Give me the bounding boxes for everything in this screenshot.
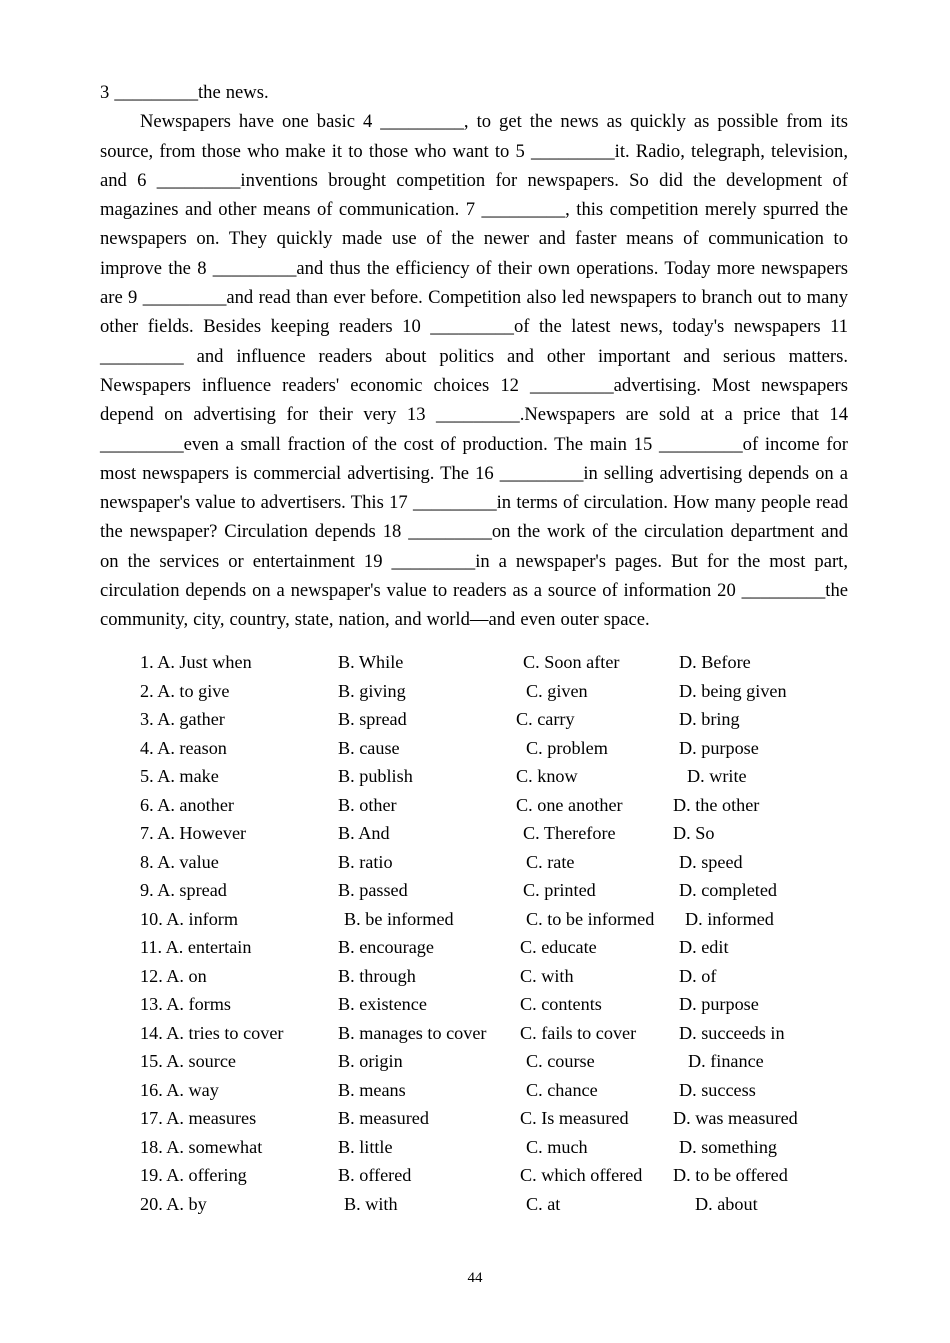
question-number: 3. <box>140 709 154 729</box>
question-number: 8. <box>140 851 154 872</box>
option-a-label: A. value <box>157 851 219 872</box>
option-a-label: A. forms <box>166 994 231 1014</box>
option-c[interactable]: C. Is measured <box>520 1108 629 1128</box>
option-b[interactable]: B. be informed <box>344 908 454 929</box>
option-c[interactable]: C. much <box>526 1136 588 1157</box>
option-b[interactable]: B. While <box>338 652 404 672</box>
option-a-label: A. to give <box>157 680 230 701</box>
option-d[interactable]: D. speed <box>679 851 743 872</box>
option-b[interactable]: B. offered <box>338 1165 412 1185</box>
option-c[interactable]: C. to be informed <box>526 908 655 929</box>
option-a-label: A. way <box>166 1079 219 1100</box>
option-a-label: A. reason <box>157 737 227 758</box>
option-d[interactable]: D. write <box>687 766 747 786</box>
option-b[interactable]: B. manages to cover <box>338 1022 487 1043</box>
option-d[interactable]: D. So <box>673 823 715 843</box>
question-number: 1. <box>140 652 154 672</box>
question-row-4 <box>100 734 860 763</box>
option-a[interactable] <box>140 762 219 791</box>
passage-body-paragraph: Newspapers have one basic 4 _________, to get the news as quickly as possible from its source, from those who make it to those who want to 5 _________it. Radio, telegraph, television, and 6 _________inventions brought competition for newspapers. So did the development of magazines and other means of communication. 7 _________, this competition merely spurred the newspapers on. They quickly made use of the newer and faster means of communication to improve the 8 _________and thus the efficiency of their own operations. Today more newspapers are 9 _________and read than ever before. Competition also led newspapers to branch out to many other fields. Besides keeping readers 10 _________of the latest news, today's newspapers 11 _________ and influence readers about politics and other important and serious matters. Newspapers influence readers' economic choices 12 _________advertising. Most newspapers depend on advertising for their very 13 _________.Newspapers are sold at a price that 14 _________even a small fraction of the cost of production. The main 15 _________of income for most newspapers is commercial advertising. The 16 _________in selling advertising depends on a newspaper's value to advertisers. This 17 _________in terms of circulation. How many people read the newspaper? Circulation depends 18 _________on the work of the circulation department and on the services or entertainment 19 _________in a newspaper's pages. But for the most part, circulation depends on a newspaper's value to readers as a source of information 20 _________the community, city, country, state, nation, and world—and even outer space. <box>100 111 848 631</box>
question-row-12 <box>100 962 860 991</box>
question-row-15 <box>100 1047 860 1076</box>
page-number: 44 <box>467 1270 483 1286</box>
option-b[interactable]: B. passed <box>338 880 408 900</box>
question-row-8 <box>100 848 860 877</box>
question-number: 18. <box>140 1136 163 1157</box>
option-c[interactable]: C. carry <box>516 709 575 729</box>
option-a-label: A. entertain <box>165 937 252 957</box>
option-b[interactable]: B. spread <box>338 709 407 729</box>
answer-options-list <box>100 648 860 1218</box>
question-number: 13. <box>140 994 163 1014</box>
option-c[interactable]: C. at <box>526 1193 561 1214</box>
option-c[interactable]: C. which offered <box>520 1165 643 1185</box>
question-number: 16. <box>140 1079 163 1100</box>
option-c[interactable]: C. problem <box>526 737 608 758</box>
option-c[interactable]: C. fails to cover <box>520 1022 637 1043</box>
option-d[interactable]: D. completed <box>679 880 777 900</box>
question-number: 7. <box>140 823 154 843</box>
option-a[interactable] <box>140 791 234 820</box>
question-number: 14. <box>140 1022 163 1043</box>
option-a[interactable] <box>140 962 207 991</box>
option-d[interactable]: D. purpose <box>679 994 759 1014</box>
question-row-2 <box>100 677 860 706</box>
question-number: 9. <box>140 880 154 900</box>
option-a[interactable] <box>140 734 227 763</box>
option-a[interactable] <box>140 933 251 962</box>
option-a[interactable] <box>140 848 219 877</box>
question-row-10 <box>100 905 860 934</box>
option-d[interactable]: D. bring <box>679 709 740 729</box>
option-d[interactable]: D. was measured <box>673 1108 798 1128</box>
option-a-label: A. tries to cover <box>166 1022 284 1043</box>
question-row-16 <box>100 1076 860 1105</box>
option-b[interactable]: B. encourage <box>338 937 434 957</box>
option-a-label: A. However <box>157 823 247 843</box>
option-c[interactable]: C. Therefore <box>523 823 616 843</box>
option-b[interactable]: B. origin <box>338 1051 403 1071</box>
option-d[interactable]: D. the other <box>673 794 760 815</box>
option-b[interactable]: B. ratio <box>338 851 393 872</box>
option-a-label: A. somewhat <box>166 1136 263 1157</box>
question-number: 4. <box>140 737 154 758</box>
option-a[interactable] <box>140 705 225 734</box>
option-a-label: A. spread <box>157 880 227 900</box>
option-d[interactable]: D. being given <box>679 680 787 701</box>
option-c[interactable]: C. Soon after <box>523 652 620 672</box>
option-a[interactable] <box>140 677 229 706</box>
option-b[interactable]: B. measured <box>338 1108 429 1128</box>
question-row-18 <box>100 1133 860 1162</box>
option-a-label: A. source <box>166 1051 236 1071</box>
option-d[interactable]: D. purpose <box>679 737 759 758</box>
question-row-3 <box>100 705 860 734</box>
question-number: 20. <box>140 1193 163 1214</box>
question-row-17 <box>100 1104 860 1133</box>
passage-block <box>100 78 848 635</box>
option-a-label: A. measures <box>166 1108 257 1128</box>
option-c[interactable]: C. given <box>526 680 588 701</box>
option-d[interactable]: D. of <box>679 965 717 986</box>
option-c[interactable]: C. chance <box>526 1079 598 1100</box>
option-c[interactable]: C. rate <box>526 851 575 872</box>
question-row-14 <box>100 1019 860 1048</box>
option-a[interactable] <box>140 876 227 905</box>
question-number: 17. <box>140 1108 163 1128</box>
option-a-label: A. gather <box>157 709 225 729</box>
question-number: 12. <box>140 965 163 986</box>
option-a[interactable] <box>140 1019 283 1048</box>
option-d[interactable]: D. edit <box>679 937 729 957</box>
option-c[interactable]: C. know <box>516 766 578 786</box>
question-number: 10. <box>140 908 163 929</box>
option-a-label: A. Just when <box>157 652 252 672</box>
question-row-6 <box>100 791 860 820</box>
passage-fragment-line: 3 _________the news. <box>100 82 269 103</box>
option-b[interactable]: B. with <box>344 1193 398 1214</box>
option-a-label: A. another <box>157 794 234 815</box>
option-b[interactable]: B. cause <box>338 737 400 758</box>
option-a[interactable] <box>140 990 231 1019</box>
option-c[interactable]: C. educate <box>520 937 597 957</box>
option-c[interactable]: C. course <box>526 1051 595 1071</box>
option-a[interactable] <box>140 648 252 677</box>
question-row-13 <box>100 990 860 1019</box>
option-a[interactable] <box>140 1190 207 1219</box>
option-a-label: A. make <box>157 766 219 786</box>
option-b[interactable]: B. means <box>338 1079 406 1100</box>
question-number: 2. <box>140 680 154 701</box>
option-b[interactable]: B. little <box>338 1136 393 1157</box>
option-d[interactable]: D. something <box>679 1136 778 1157</box>
question-number: 11. <box>140 937 163 957</box>
option-a[interactable] <box>140 1161 247 1190</box>
question-number: 15. <box>140 1051 163 1071</box>
option-d[interactable]: D. succeeds in <box>679 1022 785 1043</box>
option-b[interactable]: B. existence <box>338 994 427 1014</box>
option-a[interactable] <box>140 905 238 934</box>
question-row-9 <box>100 876 860 905</box>
question-row-1 <box>100 648 860 677</box>
option-d[interactable]: D. success <box>679 1079 756 1100</box>
question-number: 19. <box>140 1165 163 1185</box>
option-a[interactable] <box>140 1047 236 1076</box>
question-row-7 <box>100 819 860 848</box>
option-b[interactable]: B. through <box>338 965 416 986</box>
option-a[interactable] <box>140 1133 262 1162</box>
option-b[interactable]: B. publish <box>338 766 413 786</box>
option-d[interactable]: D. about <box>695 1193 758 1214</box>
option-d[interactable]: D. to be offered <box>673 1165 788 1185</box>
option-b[interactable]: B. other <box>338 794 397 815</box>
question-row-11 <box>100 933 860 962</box>
option-c[interactable]: C. contents <box>520 994 602 1014</box>
option-d[interactable]: D. informed <box>685 908 774 929</box>
option-b[interactable]: B. And <box>338 823 390 843</box>
option-a-label: A. inform <box>166 908 239 929</box>
option-a[interactable] <box>140 1076 219 1105</box>
option-d[interactable]: D. finance <box>688 1051 764 1071</box>
option-a[interactable] <box>140 819 246 848</box>
question-row-5 <box>100 762 860 791</box>
option-c[interactable]: C. with <box>520 965 574 986</box>
question-number: 5. <box>140 766 154 786</box>
question-row-20 <box>100 1190 860 1219</box>
question-number: 6. <box>140 794 154 815</box>
option-c[interactable]: C. printed <box>523 880 596 900</box>
option-c[interactable]: C. one another <box>516 794 623 815</box>
option-a[interactable] <box>140 1104 256 1133</box>
question-row-19 <box>100 1161 860 1190</box>
option-d[interactable]: D. Before <box>679 652 751 672</box>
option-b[interactable]: B. giving <box>338 680 406 701</box>
option-a-label: A. on <box>166 965 207 986</box>
option-a-label: A. by <box>166 1193 207 1214</box>
option-a-label: A. offering <box>166 1165 247 1185</box>
